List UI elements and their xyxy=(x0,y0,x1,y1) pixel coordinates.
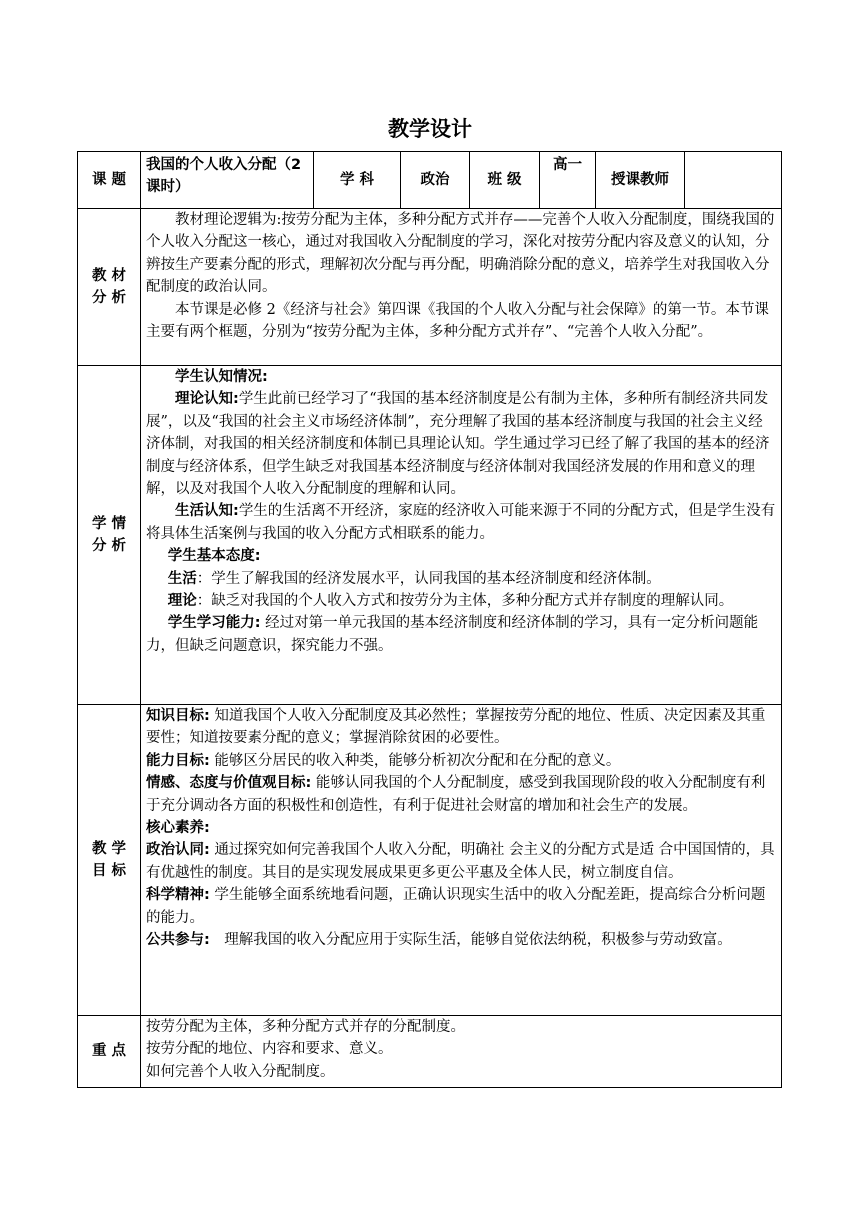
attitude-life-label: 生活 xyxy=(167,570,197,587)
learning-ability xyxy=(146,612,776,657)
header-row xyxy=(78,152,782,209)
class-label: 班 级 xyxy=(470,152,540,209)
class-value: 高一 xyxy=(540,152,596,209)
theory-cognition-text: 学生此前已经学习了“我国的基本经济制度是公有制为主体，多种所有制经济共同发展”，以及“我国的社会主义市场经济体制”，充分理解了我国的基本经济制度与我国的社会主义经济体制，对我国的相关经济制度和体制已具理论认知。学生通过学习已经了解了我国的基本的经济制度与经济体系，但学生缺乏对我国基本经济制度与经济体制对我国经济发展的作用和意义的理解，以及对我国个人收入分配制度的理解和认同。 xyxy=(146,391,770,498)
knowledge-goal-text: 知道我国个人收入分配制度及其必然性；掌握按劳分配的地位、性质、决定因素及其重要性；知道按要素分配的意义；掌握消除贫困的必要性。 xyxy=(146,708,766,747)
student-analysis-label: 学 情 分 析 xyxy=(78,366,141,705)
scientific-spirit xyxy=(146,884,776,929)
key-point-item: 如何完善个人收入分配制度。 xyxy=(146,1063,335,1080)
attitude-life xyxy=(146,568,776,590)
emotion-goal-label: 情感、态度与价值观目标: xyxy=(146,775,312,792)
student-analysis-row xyxy=(78,366,782,705)
emotion-goal xyxy=(146,772,776,817)
knowledge-goal xyxy=(146,705,776,750)
scientific-spirit-text: 学生能够全面系统地看问题，正确认识现实生活中的收入分配差距，提高综合分析问题的能力。 xyxy=(146,887,766,926)
key-points-content xyxy=(141,1016,782,1088)
attitude-theory-text: ：缺乏对我国的个人收入方式和按劳分为主体，多种分配方式并存制度的理解认同。 xyxy=(196,593,734,610)
key-point-item: 按劳分配的地位、内容和要求、意义。 xyxy=(146,1041,393,1058)
life-cognition-label: 生活认知: xyxy=(175,503,239,520)
ability-goal-text: 能够区分居民的收入种类，能够分析初次分配和在分配的意义。 xyxy=(209,752,621,769)
attitude-theory xyxy=(146,590,776,612)
teaching-goals-row xyxy=(78,705,782,1016)
scientific-spirit-label: 科学精神: xyxy=(146,887,210,904)
public-participation xyxy=(146,929,776,951)
life-cognition xyxy=(146,500,776,545)
subject-value: 政治 xyxy=(401,152,470,209)
teaching-goals-label: 教 学 目 标 xyxy=(78,705,141,1016)
theory-cognition xyxy=(146,388,776,500)
topic-label: 课 题 xyxy=(78,152,141,209)
key-points-label: 重 点 xyxy=(78,1016,141,1088)
public-participation-label: 公共参与: xyxy=(146,932,210,949)
cognition-heading: 学生认知情况: xyxy=(175,369,268,385)
attitude-life-text: ：学生了解我国的经济发展水平，认同我国的基本经济制度和经济体制。 xyxy=(196,570,661,587)
topic-value: 我国的个人收入分配（2 课时） xyxy=(141,152,314,209)
knowledge-goal-label: 知识目标: xyxy=(146,708,210,724)
teaching-goals-content xyxy=(141,705,782,1016)
learning-ability-label: 学生学习能力: xyxy=(167,615,261,632)
material-paragraph-1: 教材理论逻辑为:按劳分配为主体，多种分配方式并存——完善个人收入分配制度，围绕我国的个人收入分配这一核心，通过对我国收入分配制度的学习，深化对按劳分配内容及意义的认知，分辨按生产要素分配的形式，理解初次分配与再分配，明确消除分配的意义，培养学生对我国收入分配制度的政治认同。 xyxy=(146,212,775,296)
core-literacy-heading: 核心素养: xyxy=(146,820,210,837)
material-analysis-label: 教 材 分 析 xyxy=(78,209,141,366)
life-cognition-text: 学生的生活离不开经济，家庭的经济收入可能来源于不同的分配方式，但是学生没有将具体生活案例与我国的收入分配方式相联系的能力。 xyxy=(146,503,776,542)
teacher-value xyxy=(685,152,782,209)
lesson-plan-table xyxy=(77,151,782,1088)
theory-cognition-label: 理论认知: xyxy=(175,391,239,408)
teacher-label: 授课教师 xyxy=(596,152,685,209)
key-point-item: 按劳分配为主体，多种分配方式并存的分配制度。 xyxy=(146,1019,465,1035)
subject-label: 学 科 xyxy=(314,152,401,209)
material-analysis-content xyxy=(141,209,782,366)
ability-goal-label: 能力目标: xyxy=(146,752,210,769)
learning-ability-text: 经过对第一单元我国的基本经济制度和经济体制的学习，具有一定分析问题能力，但缺乏问题意识，探究能力不强。 xyxy=(146,615,759,654)
political-identity xyxy=(146,839,776,884)
key-points-row xyxy=(78,1016,782,1088)
student-analysis-content xyxy=(141,366,782,705)
attitude-heading: 学生基本态度: xyxy=(167,548,261,565)
emotion-goal-text: 能够认同我国的个人分配制度，感受到我国现阶段的收入分配制度有利于充分调动各方面的积极性和创造性，有利于促进社会财富的增加和社会生产的发展。 xyxy=(146,775,766,814)
material-paragraph-2: 本节课是必修 2《经济与社会》第四课《我国的个人收入分配与社会保障》的第一节。本节课主要有两个框题，分别为“按劳分配为主体，多种分配方式并存”、“完善个人收入分配”。 xyxy=(146,301,769,341)
document-title: 教学设计 xyxy=(388,117,472,141)
public-participation-text: 理解我国的收入分配应用于实际生活，能够自觉依法纳税，积极参与劳动致富。 xyxy=(209,932,732,949)
material-analysis-row xyxy=(78,209,782,366)
attitude-theory-label: 理论 xyxy=(167,593,197,610)
ability-goal xyxy=(146,750,776,772)
political-identity-text: 通过探究如何完善我国个人收入分配，明确社 会主义的分配方式是适 合中国国情的，具有优越性的制度。其目的是实现发展成果更多更公平惠及全体人民，树立制度自信。 xyxy=(146,842,775,881)
political-identity-label: 政治认同: xyxy=(146,842,210,859)
